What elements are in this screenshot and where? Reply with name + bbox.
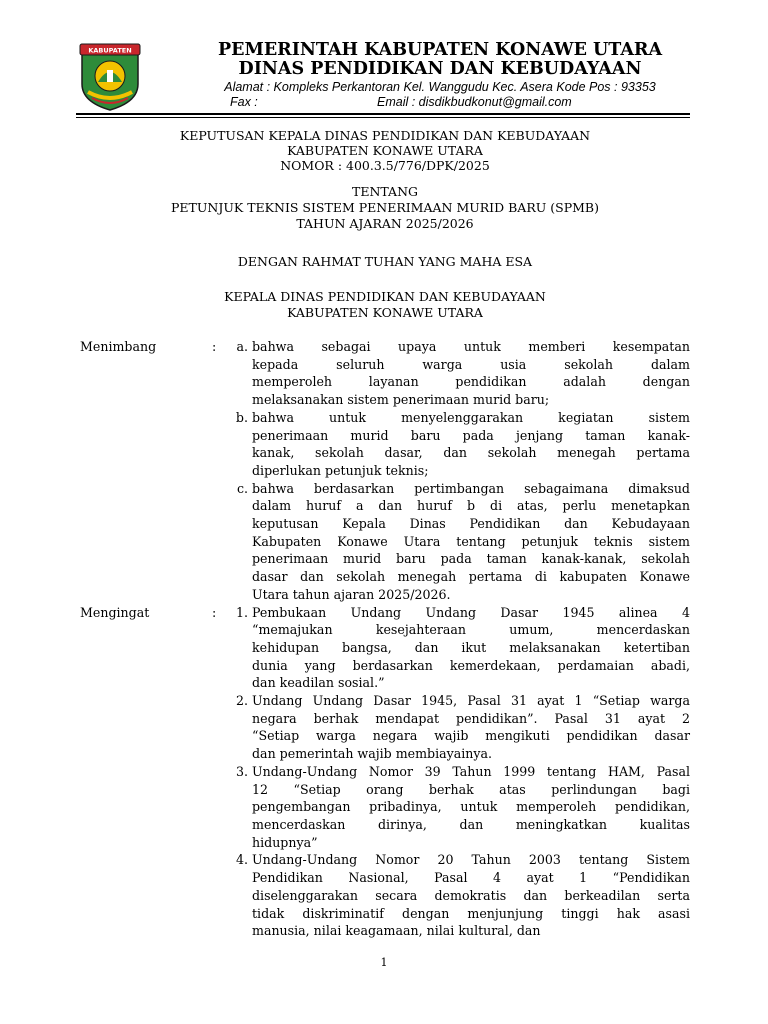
decree-title-line2: KABUPATEN KONAWE UTARA <box>287 143 483 158</box>
menimbang-item <box>80 480 690 604</box>
decree-authority-line1: KEPALA DINAS PENDIDIKAN DAN KEBUDAYAAN <box>224 289 546 304</box>
mengingat-item-marker: 1. <box>235 604 248 620</box>
text-line: dunia yang berdasarkan kemerdekaan, perdamaian abadi, <box>252 657 690 673</box>
fax-label: Fax : <box>230 95 258 109</box>
text-line: manusia, nilai keagamaan, nilai kultural, dan <box>252 923 541 939</box>
text-line: kehidupan bangsa, dan ikut melaksanakan ketertiban <box>252 639 690 655</box>
logo-text: KABUPATEN <box>88 46 132 55</box>
text-line: dalam huruf a dan huruf b di atas, perlu menetapkan <box>252 498 690 514</box>
letterhead-rule-thin <box>76 117 690 118</box>
mengingat-item-text <box>252 851 690 940</box>
text-line: “memajukan kesejahteraan umum, mencerdaskan <box>252 622 690 638</box>
text-line: bahwa berdasarkan pertimbangan sebagaimana dimaksud <box>252 480 690 496</box>
menimbang-item-marker: a. <box>236 339 248 354</box>
mengingat-item <box>80 763 690 852</box>
office-address: Alamat : Kompleks Perkantoran Kel. Wanggudu Kec. Asera Kode Pos : 93353 <box>224 80 656 94</box>
menimbang-item-text <box>252 480 690 604</box>
text-line: 12 “Setiap orang berhak atas perlindungan bagi <box>252 781 690 797</box>
decree-body <box>80 338 690 940</box>
mengingat-item-marker: 4. <box>235 852 248 868</box>
text-line: kanak, sekolah dasar, dan sekolah menegah pertama <box>252 445 690 461</box>
menimbang-label: Menimbang <box>80 339 157 354</box>
decree-about: TENTANG <box>351 184 418 199</box>
text-line: penerimaan murid baru pada jenjang taman kanak- <box>252 427 690 443</box>
text-line: Undang-Undang Nomor 20 Tahun 2003 tentang Sistem <box>252 852 690 868</box>
menimbang-item-text <box>252 409 690 480</box>
menimbang-item-marker: c. <box>236 480 248 496</box>
email-address: Email : disdikbudkonut@gmail.com <box>377 95 572 109</box>
mengingat-item-marker: 3. <box>235 763 248 779</box>
government-title: PEMERINTAH KABUPATEN KONAWE UTARA <box>217 40 663 60</box>
text-line: “Setiap warga negara wajib mengikuti pendidikan dasar <box>252 728 690 744</box>
mengingat-label: Mengingat <box>80 604 150 620</box>
mengingat-colon: : <box>212 604 217 620</box>
mengingat-item-text <box>252 763 690 852</box>
decree-subject-line1: PETUNJUK TEKNIS SISTEM PENERIMAAN MURID BARU (SPMB) <box>171 200 599 215</box>
text-line: dan keadilan sosial.” <box>252 675 385 691</box>
letterhead-rule-thick <box>76 113 690 115</box>
menimbang-colon: : <box>212 339 217 354</box>
decree-authority-line2: KABUPATEN KONAWE UTARA <box>287 305 483 320</box>
text-line: Undang-Undang Nomor 39 Tahun 1999 tentang HAM, Pasal <box>252 763 690 779</box>
decree-number: NOMOR : 400.3.5/776/DPK/2025 <box>280 158 490 173</box>
text-line: bahwa sebagai upaya untuk memberi kesempatan <box>252 339 690 354</box>
decree-blessing: DENGAN RAHMAT TUHAN YANG MAHA ESA <box>237 254 533 269</box>
text-line: diperlukan petunjuk teknis; <box>252 462 429 478</box>
mengingat-item <box>80 692 690 763</box>
text-line: Utara tahun ajaran 2025/2026. <box>252 586 451 602</box>
regency-coat-of-arms-icon <box>78 40 142 112</box>
department-title: DINAS PENDIDIKAN DAN KEBUDAYAAN <box>238 59 642 79</box>
mengingat-item <box>80 604 690 693</box>
text-line: kepada seluruh warga usia sekolah dalam <box>252 356 690 372</box>
menimbang-section <box>80 338 690 604</box>
text-line: bahwa untuk menyelenggarakan kegiatan sistem <box>252 409 690 425</box>
text-line: negara berhak mendapat pendidikan”. Pasal 31 ayat 2 <box>252 710 690 726</box>
text-line: Kabupaten Konawe Utara tentang petunjuk teknis sistem <box>252 533 690 549</box>
mengingat-item-text <box>252 604 690 693</box>
menimbang-item-text <box>252 338 690 409</box>
mengingat-item-marker: 2. <box>235 693 248 709</box>
text-line: Pendidikan Nasional, Pasal 4 ayat 1 “Pendidikan <box>252 870 690 886</box>
text-line: dan pemerintah wajib membiayainya. <box>252 746 493 762</box>
text-line: mencerdaskan dirinya, dan meningkatkan kualitas <box>252 816 690 832</box>
page-number: 1 <box>380 956 388 969</box>
contact-row <box>230 95 670 110</box>
text-line: tidak diskriminatif dengan menjunjung tinggi hak asasi <box>252 905 690 921</box>
decree-title-line1: KEPUTUSAN KEPALA DINAS PENDIDIKAN DAN KEBUDAYAAN <box>179 128 591 143</box>
mengingat-item-text <box>252 692 690 763</box>
text-line: pengembangan pribadinya, untuk memperoleh pendidikan, <box>252 799 690 815</box>
text-line: diselenggarakan secara demokratis dan berkeadilan serta <box>252 887 690 903</box>
menimbang-item <box>80 338 690 409</box>
text-line: penerimaan murid baru pada taman kanak-kanak, sekolah <box>252 551 690 567</box>
text-line: melaksanakan sistem penerimaan murid baru; <box>252 392 550 408</box>
text-line: Pembukaan Undang Undang Dasar 1945 alinea 4 <box>252 604 690 620</box>
menimbang-item <box>80 409 690 480</box>
mengingat-section <box>80 604 690 940</box>
text-line: Undang Undang Dasar 1945, Pasal 31 ayat 1 “Setiap warga <box>252 693 690 709</box>
mengingat-item <box>80 851 690 940</box>
text-line: dasar dan sekolah menegah pertama di kabupaten Konawe <box>252 569 690 585</box>
menimbang-item-marker: b. <box>235 409 248 425</box>
text-line: keputusan Kepala Dinas Pendidikan dan Kebudayaan <box>252 516 690 532</box>
decree-subject-line2: TAHUN AJARAN 2025/2026 <box>296 216 474 231</box>
text-line: memperoleh layanan pendidikan adalah dengan <box>252 374 690 390</box>
text-line: hidupnya” <box>252 834 318 850</box>
